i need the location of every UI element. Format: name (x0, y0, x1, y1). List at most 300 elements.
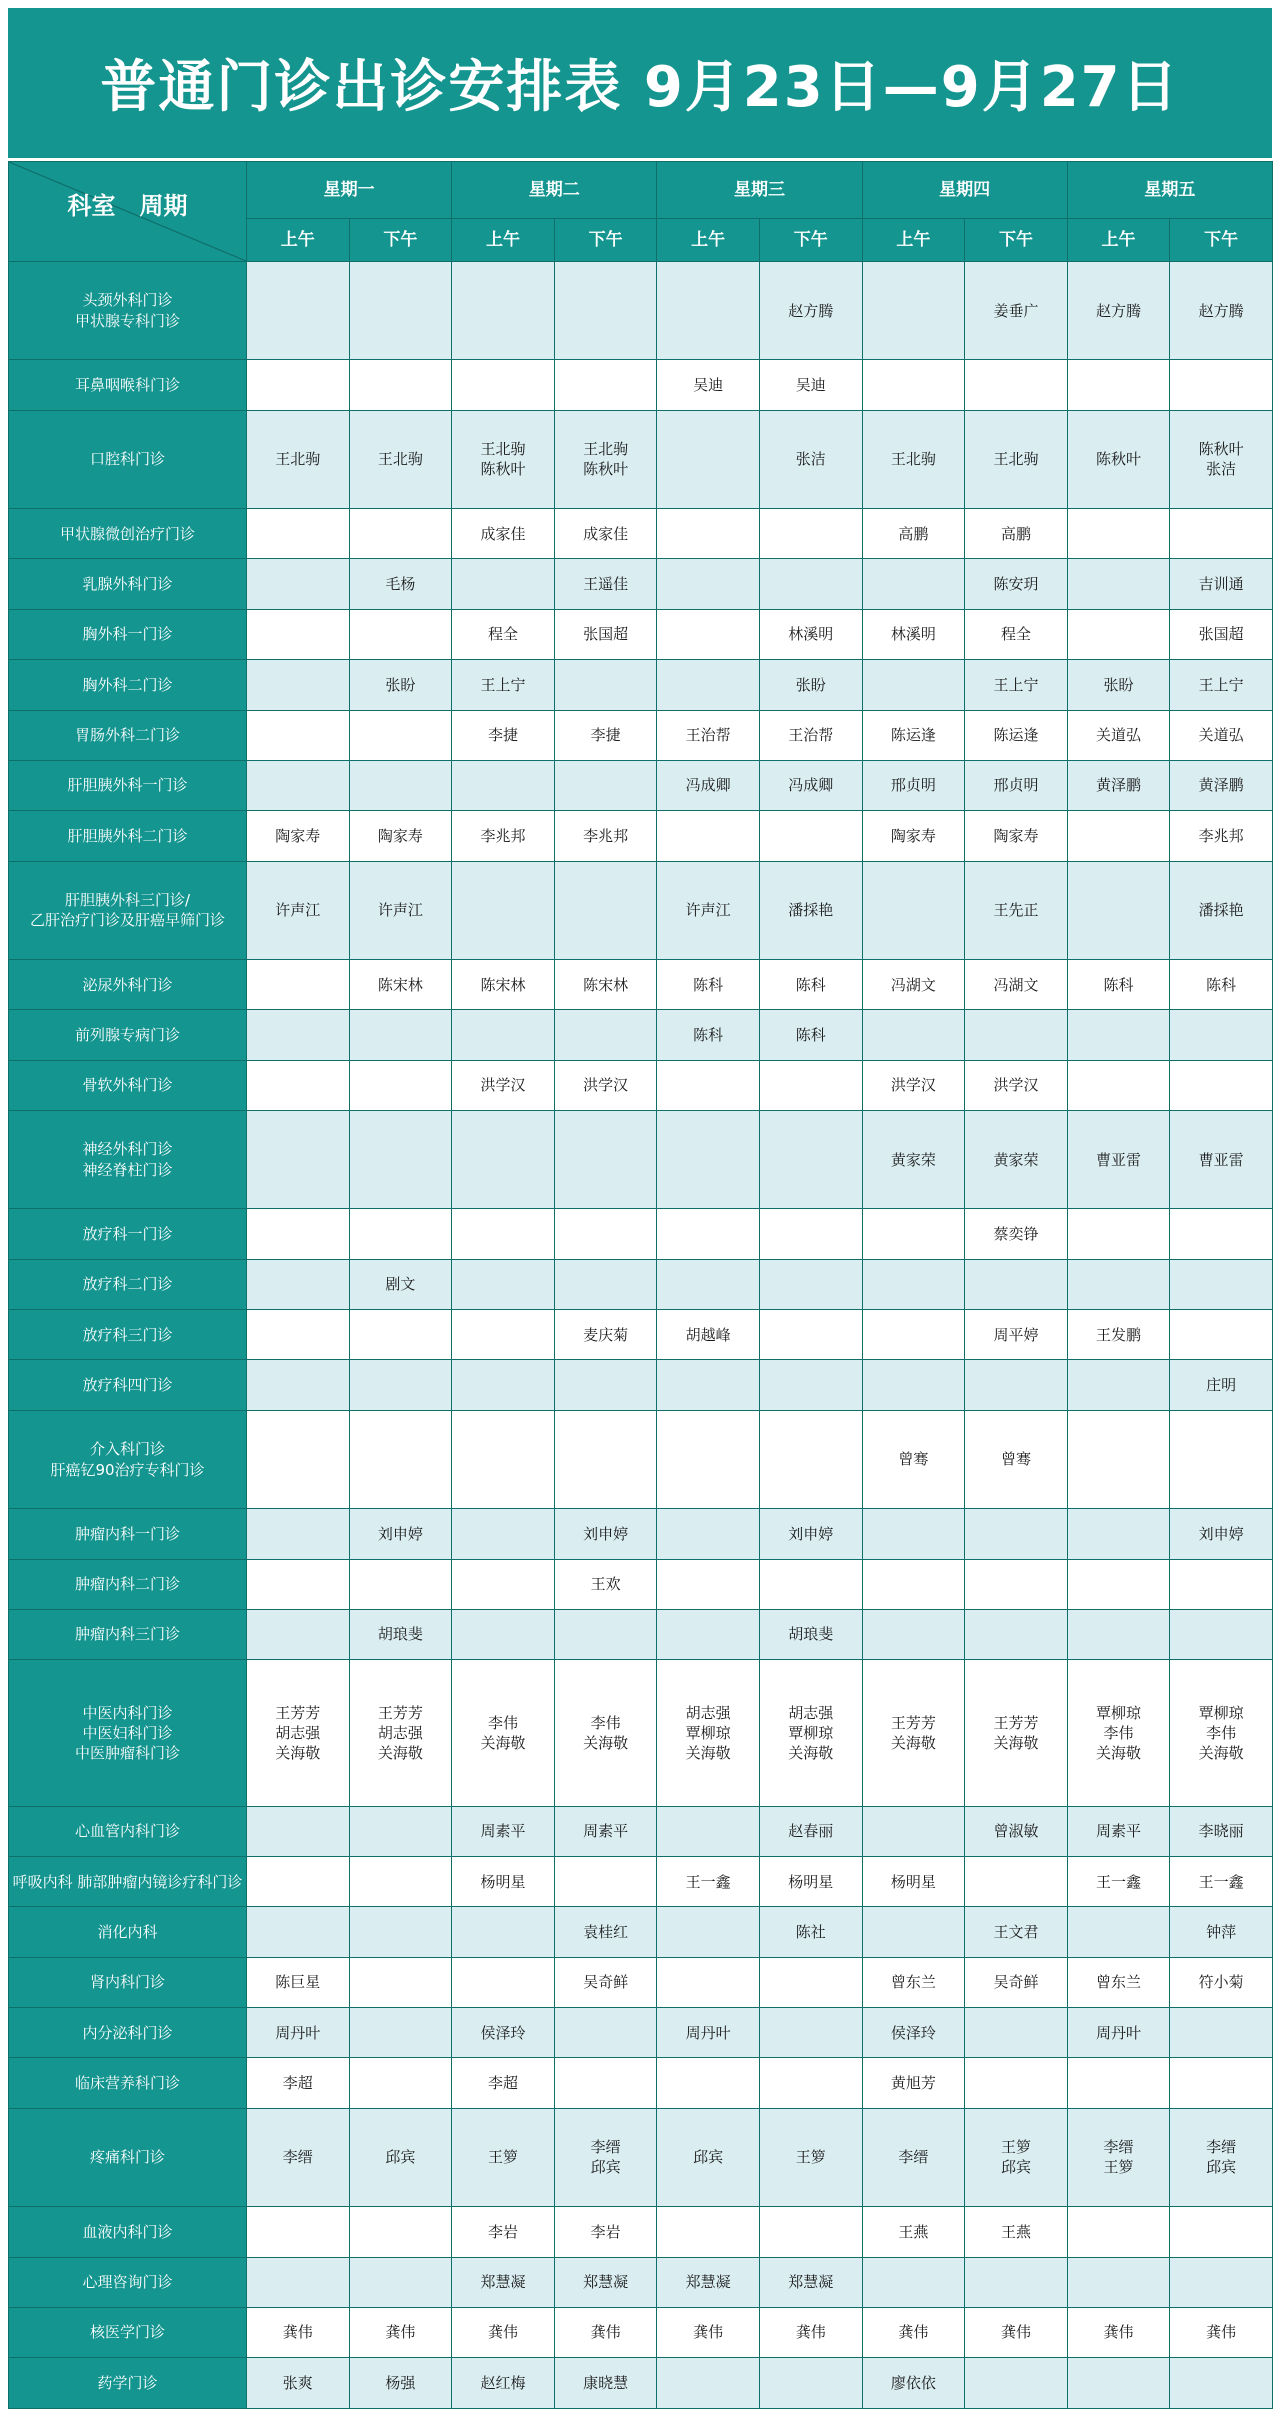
doctor-cell: 王一鑫 (1170, 1856, 1273, 1906)
day-header-wed: 星期三 (657, 162, 862, 219)
doctor-cell: 胡琅斐 (349, 1609, 452, 1659)
schedule-table (8, 161, 1273, 2409)
doctor-cell (1067, 1410, 1170, 1508)
department-label: 消化内科 (9, 1907, 247, 1957)
half-header-am: 上午 (1067, 219, 1170, 262)
doctor-cell: 杨强 (349, 2358, 452, 2409)
doctor-cell (862, 660, 965, 710)
doctor-cell: 关道弘 (1067, 710, 1170, 760)
doctor-cell: 龚伟 (759, 2307, 862, 2357)
doctor-cell (349, 710, 452, 760)
doctor-cell (247, 2207, 350, 2257)
department-label: 肿瘤内科二门诊 (9, 1559, 247, 1609)
doctor-cell (759, 2207, 862, 2257)
department-label: 放疗科二门诊 (9, 1259, 247, 1309)
doctor-cell (247, 1310, 350, 1360)
half-header-pm: 下午 (759, 219, 862, 262)
doctor-cell (657, 2207, 760, 2257)
doctor-cell (554, 861, 657, 959)
table-row (9, 1060, 1273, 1110)
doctor-cell: 龚伟 (1067, 2307, 1170, 2357)
doctor-cell: 李超 (452, 2058, 555, 2108)
doctor-cell (1067, 2058, 1170, 2108)
table-row (9, 2008, 1273, 2058)
doctor-cell (657, 609, 760, 659)
doctor-cell (1067, 2207, 1170, 2257)
doctor-cell (247, 1856, 350, 1906)
doctor-cell: 麦庆菊 (554, 1310, 657, 1360)
doctor-cell: 李捷 (452, 710, 555, 760)
doctor-cell (349, 1010, 452, 1060)
department-label: 胸外科一门诊 (9, 609, 247, 659)
doctor-cell: 胡志强 覃柳琼 关海敬 (759, 1660, 862, 1806)
doctor-cell (1067, 609, 1170, 659)
doctor-cell (862, 1209, 965, 1259)
doctor-cell (247, 1559, 350, 1609)
doctor-cell: 王北驹 陈秋叶 (452, 410, 555, 508)
doctor-cell (657, 1609, 760, 1659)
doctor-cell (759, 811, 862, 861)
doctor-cell: 龚伟 (247, 2307, 350, 2357)
doctor-cell: 曾淑敏 (965, 1806, 1068, 1856)
doctor-cell: 王遥佳 (554, 559, 657, 609)
doctor-cell (452, 1559, 555, 1609)
department-label: 泌尿外科门诊 (9, 959, 247, 1009)
department-label: 胸外科二门诊 (9, 660, 247, 710)
doctor-cell (657, 1957, 760, 2007)
doctor-cell (1170, 509, 1273, 559)
department-label: 耳鼻咽喉科门诊 (9, 360, 247, 410)
doctor-cell: 陈秋叶 张洁 (1170, 410, 1273, 508)
table-row (9, 609, 1273, 659)
doctor-cell (759, 1111, 862, 1209)
table-row (9, 509, 1273, 559)
department-label: 胃肠外科二门诊 (9, 710, 247, 760)
doctor-cell (657, 2358, 760, 2409)
doctor-cell: 李岩 (554, 2207, 657, 2257)
doctor-cell (554, 760, 657, 810)
table-row (9, 1856, 1273, 1906)
doctor-cell (1067, 811, 1170, 861)
doctor-cell: 李缙 (862, 2108, 965, 2206)
doctor-cell: 黄泽鹏 (1067, 760, 1170, 810)
doctor-cell: 黄家荣 (965, 1111, 1068, 1209)
table-row (9, 2058, 1273, 2108)
table-row (9, 710, 1273, 760)
doctor-cell (759, 1310, 862, 1360)
doctor-cell: 程全 (452, 609, 555, 659)
doctor-cell (349, 1060, 452, 1110)
doctor-cell (452, 1111, 555, 1209)
department-label: 放疗科四门诊 (9, 1360, 247, 1410)
day-header-fri: 星期五 (1067, 162, 1272, 219)
doctor-cell: 成家佳 (554, 509, 657, 559)
doctor-cell (1170, 2207, 1273, 2257)
doctor-cell (1170, 1010, 1273, 1060)
doctor-cell (965, 1559, 1068, 1609)
doctor-cell (862, 1360, 965, 1410)
doctor-cell: 赵方腾 (1170, 262, 1273, 360)
doctor-cell: 王芳芳 关海敬 (862, 1660, 965, 1806)
doctor-cell: 陈科 (657, 1010, 760, 1060)
doctor-cell: 王治帮 (759, 710, 862, 760)
doctor-cell (657, 509, 760, 559)
doctor-cell (657, 559, 760, 609)
doctor-cell: 杨明星 (452, 1856, 555, 1906)
doctor-cell (965, 360, 1068, 410)
doctor-cell (862, 861, 965, 959)
department-label: 神经外科门诊 神经脊柱门诊 (9, 1111, 247, 1209)
doctor-cell: 李岩 (452, 2207, 555, 2257)
department-label: 临床营养科门诊 (9, 2058, 247, 2108)
doctor-cell (759, 2358, 862, 2409)
department-label: 放疗科三门诊 (9, 1310, 247, 1360)
doctor-cell (349, 509, 452, 559)
doctor-cell (862, 559, 965, 609)
doctor-cell: 龚伟 (554, 2307, 657, 2357)
doctor-cell (452, 1509, 555, 1559)
doctor-cell (554, 1010, 657, 1060)
doctor-cell (759, 1060, 862, 1110)
doctor-cell: 陈科 (657, 959, 760, 1009)
day-header-mon: 星期一 (247, 162, 452, 219)
doctor-cell: 龚伟 (349, 2307, 452, 2357)
doctor-cell (1067, 861, 1170, 959)
doctor-cell (349, 1559, 452, 1609)
doctor-cell (1170, 1209, 1273, 1259)
table-row (9, 1360, 1273, 1410)
doctor-cell (862, 262, 965, 360)
doctor-cell: 陈安玥 (965, 559, 1068, 609)
doctor-cell: 周丹叶 (1067, 2008, 1170, 2058)
doctor-cell: 洪学汉 (862, 1060, 965, 1110)
doctor-cell (452, 1259, 555, 1309)
doctor-cell (452, 1907, 555, 1957)
doctor-cell: 曾东兰 (1067, 1957, 1170, 2007)
doctor-cell: 龚伟 (862, 2307, 965, 2357)
half-header-pm: 下午 (349, 219, 452, 262)
department-label: 口腔科门诊 (9, 410, 247, 508)
doctor-cell (965, 2008, 1068, 2058)
doctor-cell: 张爽 (247, 2358, 350, 2409)
doctor-cell (349, 1209, 452, 1259)
doctor-cell: 周丹叶 (657, 2008, 760, 2058)
doctor-cell (349, 1310, 452, 1360)
doctor-cell: 郑慧凝 (759, 2257, 862, 2307)
doctor-cell (554, 360, 657, 410)
doctor-cell: 陈宋林 (452, 959, 555, 1009)
doctor-cell (657, 1907, 760, 1957)
doctor-cell (247, 609, 350, 659)
doctor-cell (759, 1360, 862, 1410)
doctor-cell (965, 1259, 1068, 1309)
doctor-cell (759, 1410, 862, 1508)
doctor-cell (247, 509, 350, 559)
doctor-cell: 王上宁 (452, 660, 555, 710)
doctor-cell (657, 1509, 760, 1559)
doctor-cell (247, 1111, 350, 1209)
doctor-cell (247, 360, 350, 410)
doctor-cell (657, 1209, 760, 1259)
doctor-cell: 刘申婷 (554, 1509, 657, 1559)
doctor-cell (247, 262, 350, 360)
doctor-cell (247, 710, 350, 760)
doctor-cell: 陈科 (759, 1010, 862, 1060)
doctor-cell (1170, 1060, 1273, 1110)
doctor-cell: 王治帮 (657, 710, 760, 760)
doctor-cell: 林溪明 (862, 609, 965, 659)
doctor-cell (452, 760, 555, 810)
table-row (9, 1559, 1273, 1609)
table-row (9, 1609, 1273, 1659)
doctor-cell (1067, 1259, 1170, 1309)
doctor-cell: 杨明星 (759, 1856, 862, 1906)
doctor-cell (1170, 2008, 1273, 2058)
table-row (9, 1806, 1273, 1856)
day-header-tue: 星期二 (452, 162, 657, 219)
doctor-cell: 曹亚雷 (1067, 1111, 1170, 1209)
table-header (9, 162, 1273, 262)
doctor-cell (965, 1609, 1068, 1659)
doctor-cell (247, 1609, 350, 1659)
doctor-cell (247, 1410, 350, 1508)
doctor-cell: 陈科 (1170, 959, 1273, 1009)
doctor-cell (862, 1609, 965, 1659)
half-header-am: 上午 (247, 219, 350, 262)
doctor-cell: 陶家寿 (247, 811, 350, 861)
doctor-cell: 龚伟 (657, 2307, 760, 2357)
doctor-cell (452, 1010, 555, 1060)
table-row (9, 1957, 1273, 2007)
doctor-cell (247, 760, 350, 810)
doctor-cell: 李兆邦 (452, 811, 555, 861)
doctor-cell: 冯成卿 (657, 760, 760, 810)
doctor-cell (862, 1509, 965, 1559)
doctor-cell: 郑慧凝 (554, 2257, 657, 2307)
table-row (9, 559, 1273, 609)
doctor-cell (759, 1957, 862, 2007)
department-label: 肝胆胰外科一门诊 (9, 760, 247, 810)
doctor-cell (862, 1259, 965, 1309)
doctor-cell (759, 2008, 862, 2058)
table-row (9, 2257, 1273, 2307)
table-row (9, 660, 1273, 710)
doctor-cell (759, 1559, 862, 1609)
doctor-cell: 吴迪 (759, 360, 862, 410)
table-row (9, 1509, 1273, 1559)
doctor-cell (247, 2257, 350, 2307)
doctor-cell: 王北驹 (247, 410, 350, 508)
doctor-cell (657, 2058, 760, 2108)
half-header-pm: 下午 (965, 219, 1068, 262)
doctor-cell: 冯湖文 (965, 959, 1068, 1009)
doctor-cell (349, 2058, 452, 2108)
doctor-cell (554, 1609, 657, 1659)
department-label: 乳腺外科门诊 (9, 559, 247, 609)
doctor-cell (554, 1410, 657, 1508)
half-header-pm: 下午 (554, 219, 657, 262)
doctor-cell: 郑慧凝 (452, 2257, 555, 2307)
doctor-cell: 刘申婷 (349, 1509, 452, 1559)
doctor-cell: 吴奇鲜 (554, 1957, 657, 2007)
doctor-cell: 高鹏 (965, 509, 1068, 559)
doctor-cell: 姜垂广 (965, 262, 1068, 360)
doctor-cell (862, 1806, 965, 1856)
doctor-cell: 陈秋叶 (1067, 410, 1170, 508)
department-label: 肿瘤内科一门诊 (9, 1509, 247, 1559)
doctor-cell: 蔡奕铮 (965, 1209, 1068, 1259)
department-label: 呼吸内科 肺部肿瘤内镜诊疗科门诊 (9, 1856, 247, 1906)
doctor-cell: 邢贞明 (862, 760, 965, 810)
doctor-cell (554, 1360, 657, 1410)
doctor-cell (554, 660, 657, 710)
doctor-cell: 周丹叶 (247, 2008, 350, 2058)
doctor-cell: 洪学汉 (965, 1060, 1068, 1110)
doctor-cell: 侯泽玲 (862, 2008, 965, 2058)
doctor-cell (965, 1010, 1068, 1060)
doctor-cell: 周素平 (554, 1806, 657, 1856)
table-row (9, 1907, 1273, 1957)
doctor-cell (759, 2058, 862, 2108)
doctor-cell: 张洁 (759, 410, 862, 508)
doctor-cell: 王芳芳 胡志强 关海敬 (349, 1660, 452, 1806)
doctor-cell: 赵春丽 (759, 1806, 862, 1856)
doctor-cell (247, 1259, 350, 1309)
doctor-cell (862, 1010, 965, 1060)
department-label: 介入科门诊 肝癌钇90治疗专科门诊 (9, 1410, 247, 1508)
doctor-cell: 李缙 邱宾 (554, 2108, 657, 2206)
day-header-thu: 星期四 (862, 162, 1067, 219)
doctor-cell (247, 660, 350, 710)
doctor-cell: 李超 (247, 2058, 350, 2108)
doctor-cell: 潘採艳 (759, 861, 862, 959)
doctor-cell: 王燕 (965, 2207, 1068, 2257)
doctor-cell (759, 559, 862, 609)
doctor-cell (349, 760, 452, 810)
doctor-cell: 邱宾 (657, 2108, 760, 2206)
doctor-cell: 关道弘 (1170, 710, 1273, 760)
doctor-cell (1067, 1010, 1170, 1060)
doctor-cell (247, 959, 350, 1009)
doctor-cell (349, 1806, 452, 1856)
doctor-cell: 王一鑫 (657, 1856, 760, 1906)
doctor-cell: 张盼 (759, 660, 862, 710)
doctor-cell (349, 2008, 452, 2058)
doctor-cell (1067, 1907, 1170, 1957)
doctor-cell: 龚伟 (452, 2307, 555, 2357)
table-row (9, 1660, 1273, 1806)
department-label: 肾内科门诊 (9, 1957, 247, 2007)
doctor-cell (247, 1509, 350, 1559)
doctor-cell (759, 1259, 862, 1309)
doctor-cell: 王燕 (862, 2207, 965, 2257)
table-row (9, 410, 1273, 508)
doctor-cell: 曾骞 (862, 1410, 965, 1508)
doctor-cell (452, 559, 555, 609)
doctor-cell: 胡琅斐 (759, 1609, 862, 1659)
doctor-cell (554, 2058, 657, 2108)
doctor-cell (1170, 1559, 1273, 1609)
doctor-cell (657, 1060, 760, 1110)
department-label: 中医内科门诊 中医妇科门诊 中医肿瘤科门诊 (9, 1660, 247, 1806)
doctor-cell: 赵红梅 (452, 2358, 555, 2409)
doctor-cell (657, 410, 760, 508)
doctor-cell (1170, 360, 1273, 410)
doctor-cell: 王上宁 (965, 660, 1068, 710)
doctor-cell (349, 1957, 452, 2007)
doctor-cell (1170, 2257, 1273, 2307)
doctor-cell (247, 559, 350, 609)
doctor-cell (554, 2008, 657, 2058)
doctor-cell: 邢贞明 (965, 760, 1068, 810)
doctor-cell (247, 1060, 350, 1110)
doctor-cell: 潘採艳 (1170, 861, 1273, 959)
doctor-cell (657, 1559, 760, 1609)
table-row (9, 1259, 1273, 1309)
doctor-cell: 王芳芳 关海敬 (965, 1660, 1068, 1806)
doctor-cell (1067, 1360, 1170, 1410)
doctor-cell: 李捷 (554, 710, 657, 760)
doctor-cell: 李缙 王箩 (1067, 2108, 1170, 2206)
table-row (9, 2108, 1273, 2206)
doctor-cell (1067, 360, 1170, 410)
table-row (9, 1209, 1273, 1259)
half-header-am: 上午 (862, 219, 965, 262)
doctor-cell: 刘申婷 (759, 1509, 862, 1559)
table-row (9, 811, 1273, 861)
doctor-cell: 赵方腾 (1067, 262, 1170, 360)
doctor-cell (349, 2257, 452, 2307)
doctor-cell (862, 360, 965, 410)
doctor-cell: 黄家荣 (862, 1111, 965, 1209)
doctor-cell (657, 262, 760, 360)
doctor-cell (965, 1360, 1068, 1410)
doctor-cell: 陈运逢 (862, 710, 965, 760)
department-label: 血液内科门诊 (9, 2207, 247, 2257)
doctor-cell (759, 1209, 862, 1259)
doctor-cell: 吉训通 (1170, 559, 1273, 609)
doctor-cell (965, 2358, 1068, 2409)
doctor-cell (247, 1806, 350, 1856)
doctor-cell (862, 1907, 965, 1957)
doctor-cell: 庄明 (1170, 1360, 1273, 1410)
doctor-cell (657, 1806, 760, 1856)
department-label: 肝胆胰外科三门诊/ 乙肝治疗门诊及肝癌早筛门诊 (9, 861, 247, 959)
doctor-cell (657, 811, 760, 861)
doctor-cell: 钟萍 (1170, 1907, 1273, 1957)
doctor-cell: 胡志强 覃柳琼 关海敬 (657, 1660, 760, 1806)
doctor-cell (657, 1259, 760, 1309)
doctor-cell (862, 1559, 965, 1609)
doctor-cell: 毛杨 (349, 559, 452, 609)
doctor-cell: 王北驹 (349, 410, 452, 508)
department-label: 头颈外科门诊 甲状腺专科门诊 (9, 262, 247, 360)
doctor-cell: 廖依依 (862, 2358, 965, 2409)
table-row (9, 861, 1273, 959)
doctor-cell: 冯成卿 (759, 760, 862, 810)
doctor-cell: 冯湖文 (862, 959, 965, 1009)
doctor-cell: 李晓丽 (1170, 1806, 1273, 1856)
doctor-cell: 李兆邦 (554, 811, 657, 861)
department-label: 放疗科一门诊 (9, 1209, 247, 1259)
doctor-cell: 王芳芳 胡志强 关海敬 (247, 1660, 350, 1806)
doctor-cell: 陈运逢 (965, 710, 1068, 760)
doctor-cell (554, 1259, 657, 1309)
doctor-cell (349, 1907, 452, 1957)
half-header-am: 上午 (452, 219, 555, 262)
department-label: 肿瘤内科三门诊 (9, 1609, 247, 1659)
doctor-cell: 胡越峰 (657, 1310, 760, 1360)
